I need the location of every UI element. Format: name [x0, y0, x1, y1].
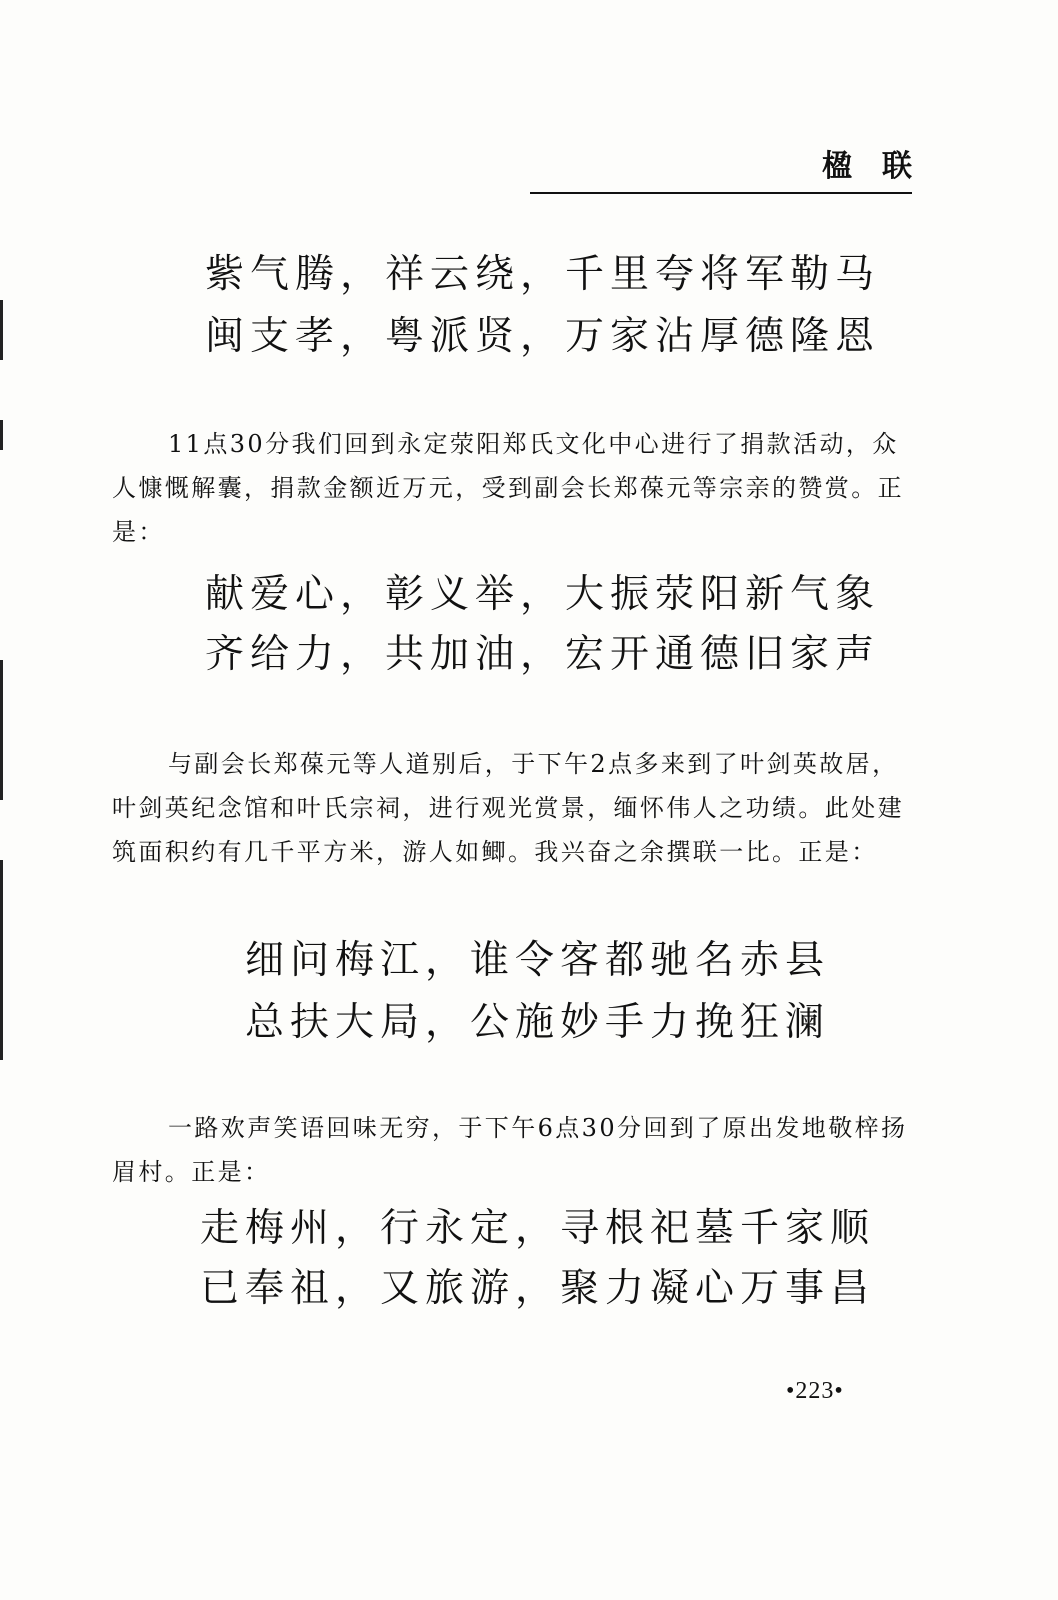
- paragraph-1: [112, 422, 912, 554]
- page-number: •223•: [786, 1378, 844, 1404]
- running-header: [530, 149, 942, 194]
- paragraph-3-text: 一路欢声笑语回味无穷，于下午6点30分回到了原出发地敬梓扬眉村。正是：: [112, 1114, 908, 1186]
- paragraph-2-text: 与副会长郑葆元等人道别后，于下午2点多来到了叶剑英故居，叶剑英纪念馆和叶氏宗祠，进行观光赏景，缅怀伟人之功绩。此处建筑面积约有几千平方米，游人如鲫。我兴奋之余撰联一比。正是：: [112, 750, 904, 866]
- couplet-4-line-2: 已奉祖，又旅游，聚力凝心万事昌: [200, 1266, 876, 1311]
- couplet-3-line-2: 总扶大局，公施妙手力挽狂澜: [245, 1000, 831, 1045]
- scan-edge-mark: [0, 300, 3, 360]
- header-title: 楹联: [822, 149, 942, 184]
- couplet-4-line-1: 走梅州，行永定，寻根祀墓千家顺: [200, 1206, 876, 1251]
- couplet-1-line-2: 闽支孝，粤派贤，万家沾厚德隆恩: [205, 314, 881, 359]
- paragraph-1-text: 11点30分我们回到永定荥阳郑氏文化中心进行了捐款活动，众人慷慨解囊，捐款金额近万元，受到副会长郑葆元等宗亲的赞赏。正是：: [112, 430, 904, 546]
- couplet-2-line-1: 献爱心，彰义举，大振荥阳新气象: [205, 572, 881, 617]
- couplet-3-line-1: 细问梅江，谁令客都驰名赤县: [245, 938, 831, 983]
- scan-edge-mark: [0, 420, 3, 450]
- scan-edge-mark: [0, 660, 3, 800]
- paragraph-3: [112, 1106, 912, 1194]
- scan-edge-mark: [0, 860, 3, 1060]
- paragraph-2: [112, 742, 912, 874]
- couplet-2-line-2: 齐给力，共加油，宏开通德旧家声: [205, 632, 881, 677]
- couplet-1-line-1: 紫气腾，祥云绕，千里夸将军勒马: [205, 252, 881, 297]
